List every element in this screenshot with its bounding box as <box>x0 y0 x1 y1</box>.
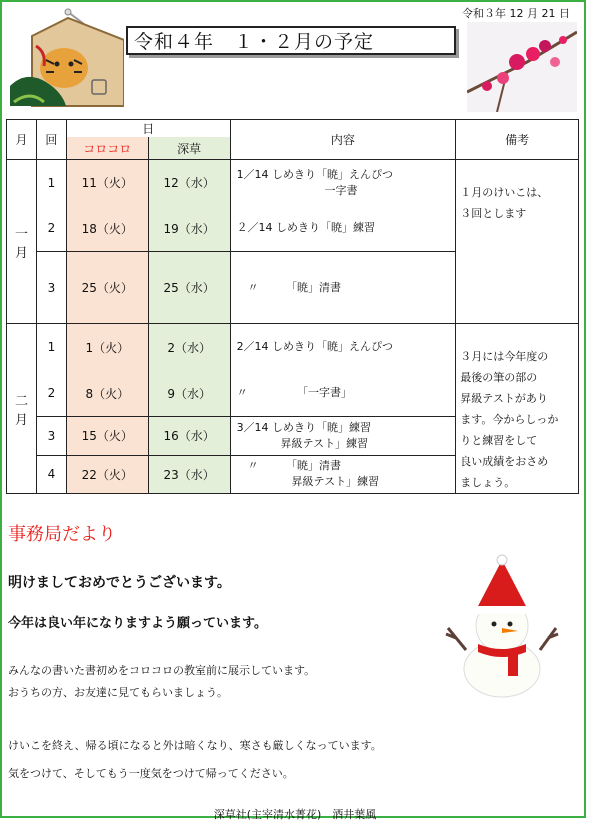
feb-korokoro-2: 8（火） <box>66 370 148 417</box>
feb-content-1: 2／14 しめきり「暁」えんぴつ <box>230 324 456 371</box>
plum-blossom-photo <box>467 22 577 112</box>
jan-kai-1: 1 <box>36 160 66 206</box>
feb-content-3: 3／14 しめきり「暁」練習 昇級テスト」練習 <box>230 417 456 455</box>
feb-kai-1: 1 <box>36 324 66 371</box>
jan-korokoro-2: 18（火） <box>66 206 148 252</box>
notice-line-4: 気をつけて、そしてもう一度気をつけて帰ってください。 <box>8 767 294 780</box>
feb-kai-4: 4 <box>36 455 66 493</box>
month-header: 月 <box>7 120 37 160</box>
feb-fukakusa-4: 23（水） <box>148 455 230 493</box>
kai-header: 回 <box>36 120 66 160</box>
month-jan: 一 月 <box>7 160 37 324</box>
feb-content-4: 〃 「暁」清書 昇級テスト」練習 <box>230 455 456 493</box>
jan-content-1: 1／14 しめきり「暁」えんぴつ 一字書 <box>230 160 456 206</box>
jan-content-2: ２／14 しめきり「暁」練習 <box>230 206 456 252</box>
notice-line-1: みんなの書いた書初めをコロコロの教室前に展示しています。 <box>8 664 316 677</box>
notice-line-2: おうちの方、お友達に見てもらいましょう。 <box>8 686 228 699</box>
tiger-ema-illustration <box>6 6 124 116</box>
jan-kai-2: 2 <box>36 206 66 252</box>
jan-kai-3: 3 <box>36 252 66 324</box>
month-feb: 二 月 <box>7 324 37 494</box>
signature: 深草社(主宰清水菁花) 酒井葉風 <box>213 808 377 821</box>
remarks-header: 備考 <box>456 120 579 160</box>
feb-remark: ３月には今年度の 最後の筆の部の 昇級テストがあり ます。今からしっか りと練習をして 良い成績をおさめ ましょう。 <box>456 324 579 494</box>
feb-korokoro-3: 15（火） <box>66 417 148 455</box>
snowman-illustration <box>442 554 562 699</box>
content-header: 内容 <box>230 120 456 160</box>
feb-korokoro-4: 22（火） <box>66 455 148 493</box>
feb-content-2: 〃 「一字書」 <box>230 370 456 417</box>
jan-korokoro-1: 11（火） <box>66 160 148 206</box>
feb-fukakusa-2: 9（水） <box>148 370 230 417</box>
korokoro-header: コロコロ <box>66 137 148 160</box>
jan-fukakusa-2: 19（水） <box>148 206 230 252</box>
jan-korokoro-3: 25（火） <box>66 252 148 324</box>
wish: 今年は良い年になりますよう願っています。 <box>8 616 267 631</box>
news-title: 事務局だより <box>8 524 116 545</box>
schedule-table <box>6 119 579 494</box>
greeting: 明けましておめでとうございます。 <box>8 575 231 591</box>
feb-korokoro-1: 1（火） <box>66 324 148 371</box>
jan-fukakusa-1: 12（水） <box>148 160 230 206</box>
jan-content-3: 〃 「暁」清書 <box>230 252 456 324</box>
feb-kai-3: 3 <box>36 417 66 455</box>
feb-fukakusa-3: 16（水） <box>148 417 230 455</box>
fukakusa-header: 深草 <box>148 137 230 160</box>
day-header: 日 <box>66 120 230 138</box>
jan-fukakusa-3: 25（水） <box>148 252 230 324</box>
feb-fukakusa-1: 2（水） <box>148 324 230 371</box>
page-title: 令和４年 １・２月の予定 <box>126 26 456 55</box>
notice-line-3: けいこを終え、帰る頃になると外は暗くなり、寒さも厳しくなっています。 <box>8 739 382 752</box>
feb-kai-2: 2 <box>36 370 66 417</box>
jan-remark: １月のけいこは、 ３回とします <box>456 160 579 324</box>
issue-date: 令和３年 12 月 21 日 <box>462 7 570 20</box>
